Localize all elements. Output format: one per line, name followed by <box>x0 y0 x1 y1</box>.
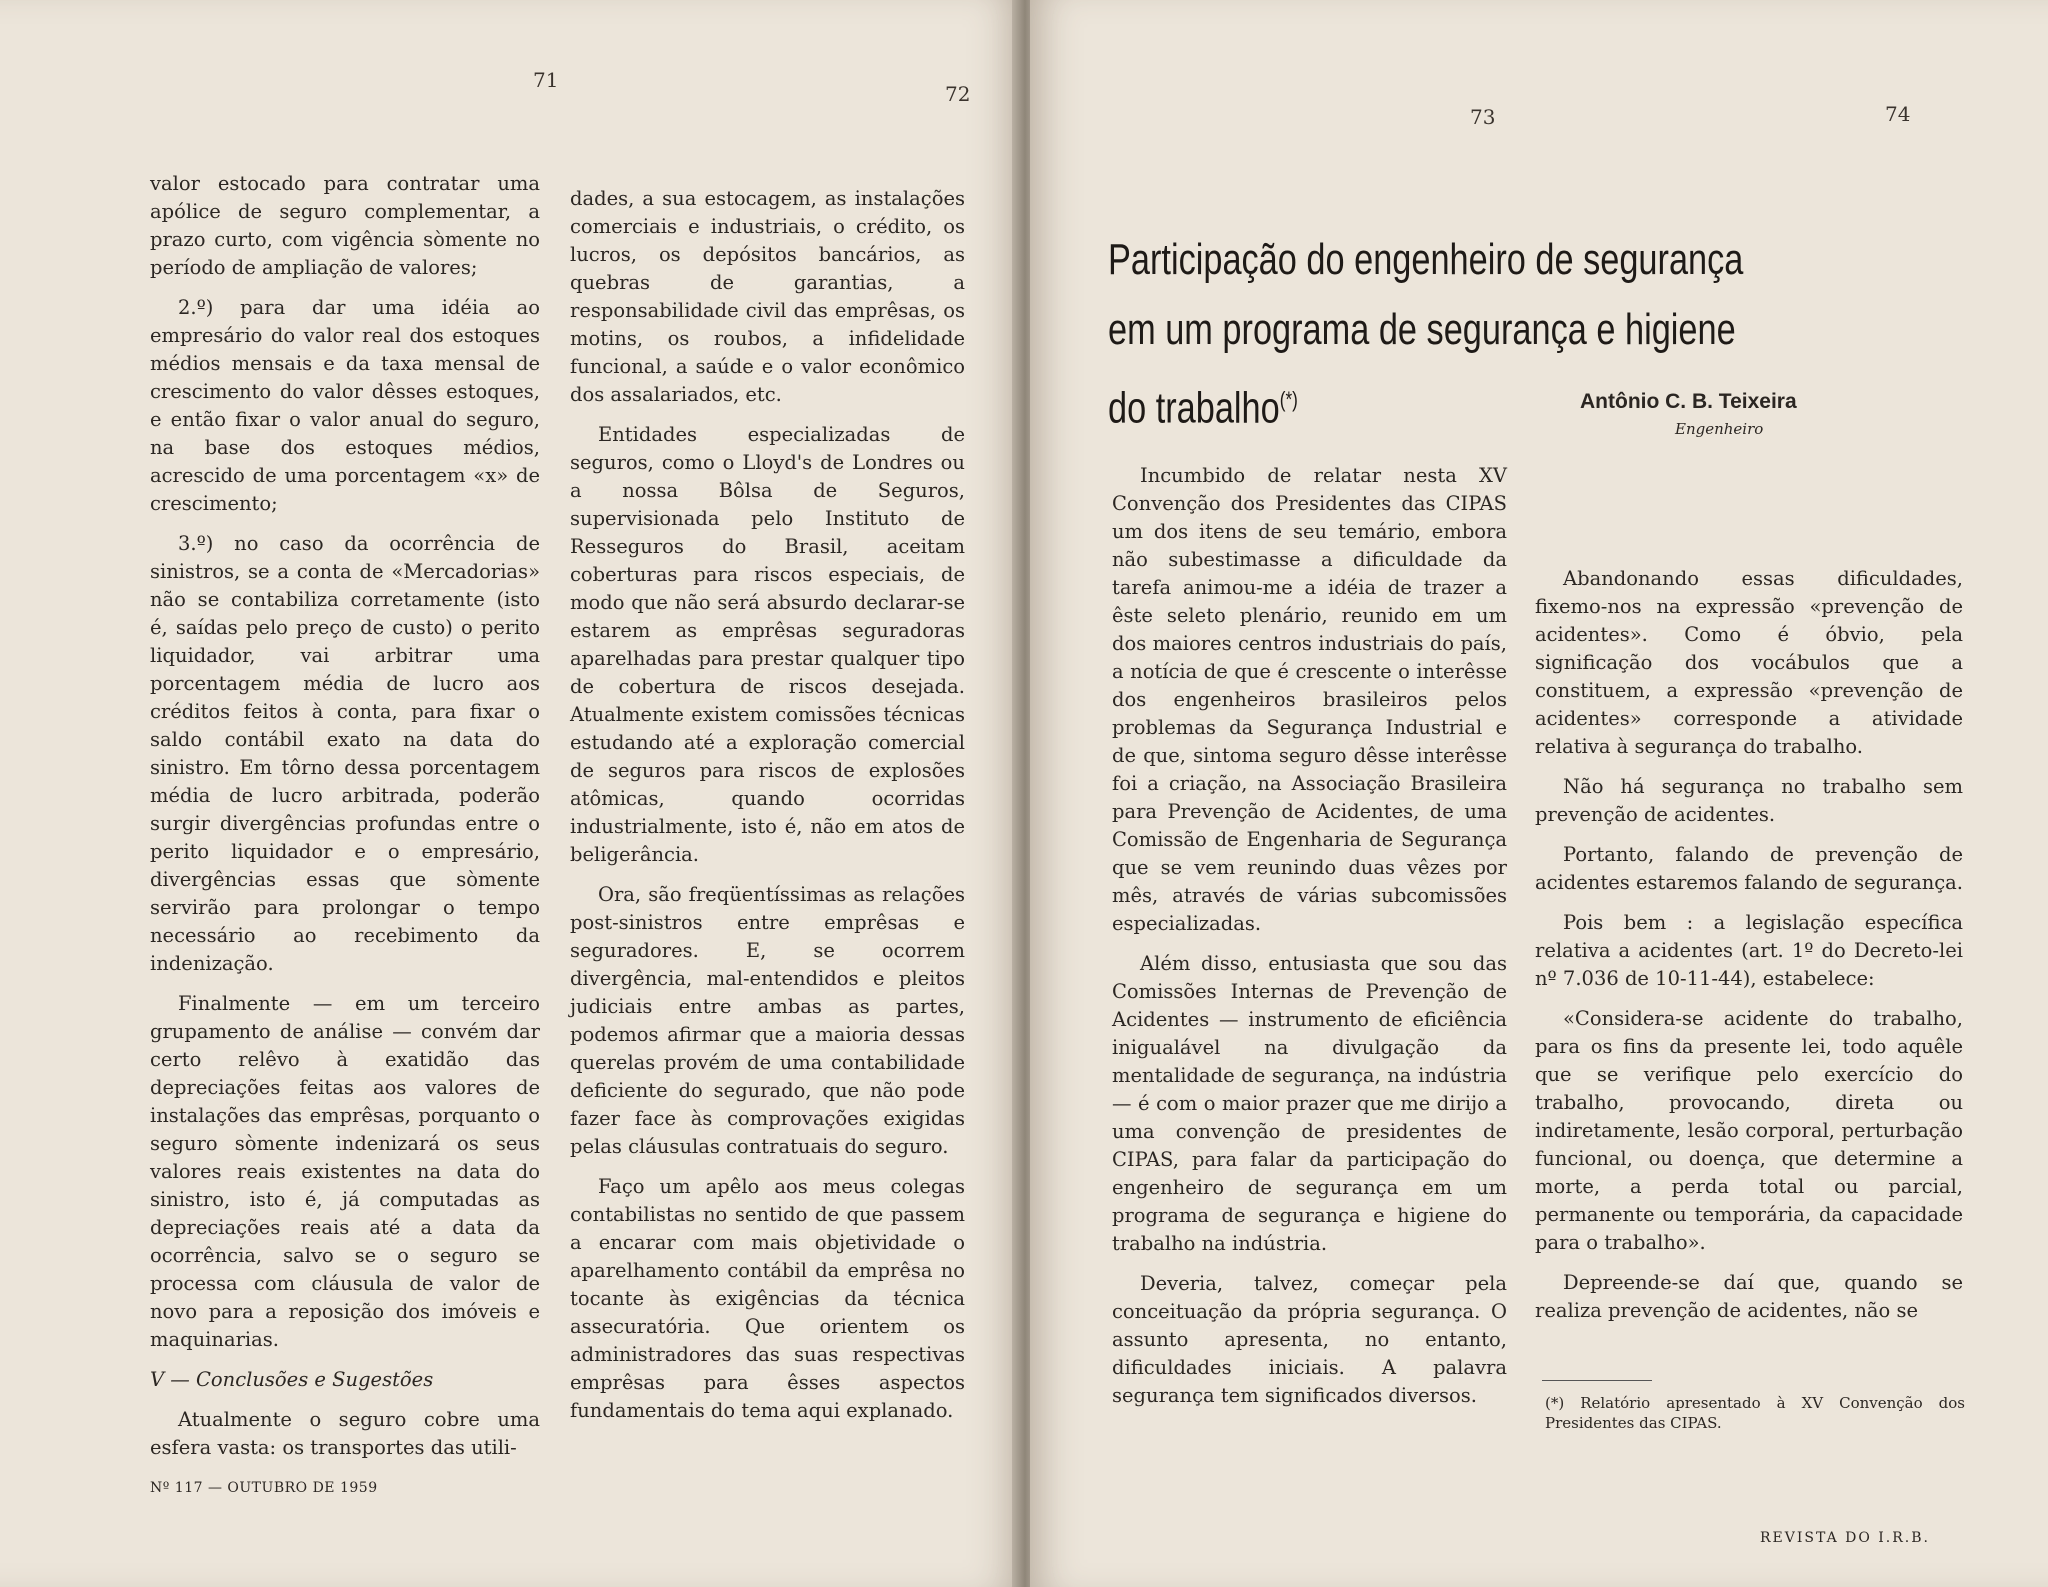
page74-paragraph: Abandonando essas dificuldades, fixemo-nos na expressão «prevenção de acidentes». Como é óbvio, pela significação dos vocábulos que a constituem, a expressão «prevenção de acidentes» corresponde a atividade relativa à segurança do trabalho. <box>1535 567 1963 758</box>
page74-paragraph: Não há segurança no trabalho sem prevenção de acidentes. <box>1535 775 1963 826</box>
page73-paragraph: Deveria, talvez, começar pela conceituação da própria segurança. O assunto apresenta, no entanto, dificuldades iniciais. A palavra segurança tem significados diversos. <box>1112 1272 1507 1407</box>
page72-paragraph: Faço um apêlo aos meus colegas contabilistas no sentido de que passem a encarar com mais objetividade o aparelhamento contábil da emprêsa no tocante às exigências da técnica assecuratória. Que orientem os administradores das suas respectivas emprêsas para êsses aspectos fundamentais do tema aqui explanado. <box>570 1175 965 1422</box>
author-role: Engenheiro <box>1675 420 1764 438</box>
page74-paragraph: Pois bem : a legislação específica relativa a acidentes (art. 1º do Decreto-lei nº 7.036 de 10-11-44), estabelece: <box>1535 911 1963 990</box>
page71-paragraph: Atualmente o seguro cobre uma esfera vasta: os transportes das utili- <box>150 1408 540 1459</box>
page73-column <box>1112 462 1507 1422</box>
page-number-73: 73 <box>1470 105 1496 129</box>
page71-column <box>150 170 540 1474</box>
page71-paragraph: valor estocado para contratar uma apólice de seguro complementar, a prazo curto, com vigência sòmente no período de ampliação de valores; <box>150 172 540 279</box>
page73-paragraph: Além disso, entusiasta que sou das Comissões Internas de Prevenção de Acidentes — instrumento de eficiência inigualável na divulgação da mentalidade de segurança, na indústria — é com o maior prazer que me dirijo a uma convenção de presidentes de CIPAS, para falar da participação do engenheiro de segurança em um programa de segurança e higiene do trabalho na indústria. <box>1112 952 1507 1255</box>
issue-footer: Nº 117 — OUTUBRO DE 1959 <box>150 1480 378 1496</box>
page-number-71: 71 <box>533 68 559 92</box>
page72-paragraph: Ora, são freqüentíssimas as relações post-sinistros entre emprêsas e seguradores. E, se ocorrem divergência, mal-entendidos e pleitos judiciais entre ambas as partes, podemos afirmar que a maioria dessas querelas provém de uma contabilidade deficiente do segurado, que não pode fazer face às comprovações exigidas pelas cláusulas contratuais do seguro. <box>570 883 965 1158</box>
left-page <box>0 0 1020 1587</box>
title-footnote-mark: (*) <box>1279 387 1298 412</box>
page72-paragraph: dades, a sua estocagem, as instalações comerciais e industriais, o crédito, os lucros, os depósitos bancários, as quebras de garantias, a responsabilidade civil das emprêsas, os motins, os roubos, a infidelidade funcional, a saúde e o valor econômico dos assalariados, etc. <box>570 187 965 406</box>
page72-paragraph: Entidades especializadas de seguros, como o Lloyd's de Londres ou a nossa Bôlsa de Seguros, supervisionada pelo Instituto de Resseguros do Brasil, aceitam coberturas para riscos especiais, de modo que não será absurdo declarar-se estarem as emprêsas seguradoras aparelhadas para prestar qualquer tipo de cobertura de riscos desejada. Atualmente existem comissões técnicas estudando até a exploração comercial de seguros para riscos de explosões atômicas, quando ocorridas industrialmente, isto é, não em atos de beligerância. <box>570 423 965 866</box>
page71-paragraph: 2.º) para dar uma idéia ao empresário do valor real dos estoques médios mensais e da taxa mensal de crescimento do valor dêsses estoques, e então fixar o valor anual do seguro, na base dos estoques médios, acrescido de uma porcentagem «x» de crescimento; <box>150 296 540 515</box>
article-title-text: Participação do engenheiro de segurança em um programa de segurança e higiene do trabalho <box>1108 235 1744 433</box>
journal-footer: REVISTA DO I.R.B. <box>1760 1530 1930 1546</box>
page74-paragraph: Depreende-se daí que, quando se realiza prevenção de acidentes, não se <box>1535 1271 1963 1322</box>
page71-paragraph: 3.º) no caso da ocorrência de sinistros, se a conta de «Mercadorias» não se contabiliza corretamente (isto é, saídas pelo preço de custo) o perito liquidador, vai arbitrar uma porcentagem média de lucro aos créditos feitos à conta, para fixar o saldo contábil exato na data do sinistro. Em tôrno dessa porcentagem média de lucro arbitrada, poderão surgir divergências profundas entre o perito liquidador e o empresário, divergências essas que sòmente servirão para prolongar o tempo necessário ao recebimento da indenização. <box>150 532 540 975</box>
right-page <box>1030 0 2048 1587</box>
page72-column <box>570 185 965 1437</box>
author-name: Antônio C. B. Teixeira <box>1580 390 1797 413</box>
footnote-rule <box>1542 1380 1652 1381</box>
page74-paragraph: «Considera-se acidente do trabalho, para os fins da presente lei, todo aquêle que se verifique pelo exercício do trabalho, provocando, direta ou indiretamente, lesão corporal, perturbação funcional, ou doença, que determine a morte, a perda total ou parcial, permanente ou temporária, da capacidade para o trabalho». <box>1535 1007 1963 1254</box>
page74-column <box>1535 565 1963 1337</box>
page-number-72: 72 <box>945 82 971 106</box>
page74-paragraph: Portanto, falando de prevenção de acidentes estaremos falando de segurança. <box>1535 843 1964 894</box>
section-heading: V — Conclusões e Sugestões <box>150 1368 434 1391</box>
footnote: (*) Relatório apresentado à XV Convenção dos Presidentes das CIPAS. <box>1545 1394 1965 1432</box>
page71-paragraph: Finalmente — em um terceiro grupamento de análise — convém dar certo relêvo à exatidão das depreciações feitas aos valores de instalações das emprêsas, porquanto o seguro sòmente indenizará os seus valores reais existentes na data do sinistro, isto é, já computadas as depreciações reais até a data da ocorrência, salvo se o seguro se processa com cláusula de valor de novo para a reposição dos imóveis e maquinarias. <box>150 992 540 1351</box>
page73-paragraph: Incumbido de relatar nesta XV Convenção dos Presidentes das CIPAS um dos itens de seu temário, embora não subestimasse a dificuldade da tarefa animou-me a idéia de trazer a êste seleto plenário, reunido em um dos maiores centros industriais do país, a notícia de que é crescente o interêsse dos engenheiros brasileiros pelos problemas da Segurança Industrial e de que, sintoma seguro dêsse interêsse foi a criação, na Associação Brasileira para Prevenção de Acidentes, de uma Comissão de Engenharia de Segurança que se vem reunindo duas vêzes por mês, através de várias subcomissões especializadas. <box>1112 464 1507 935</box>
page-number-74: 74 <box>1885 102 1911 126</box>
